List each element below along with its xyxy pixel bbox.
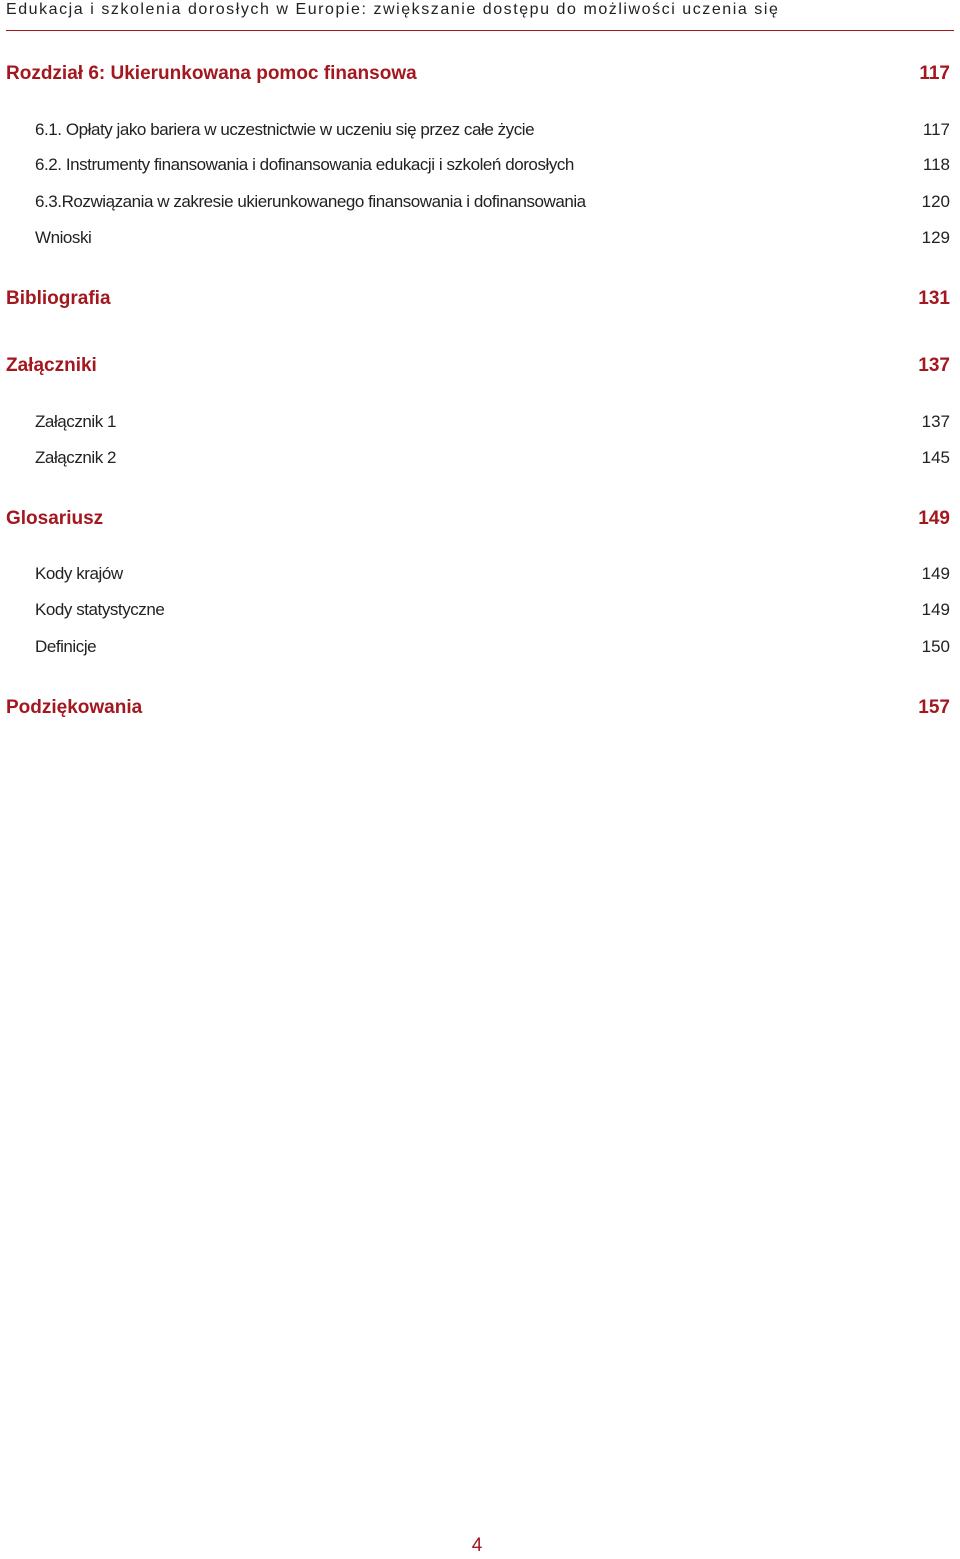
toc-entry-title: Kody statystyczne [35,600,165,619]
toc-entry-zalacznik-2[interactable] [6,446,950,470]
toc-entry-title: Kody krajów [35,564,123,583]
toc-chapter-glosariusz[interactable] [6,507,950,531]
toc-entry-title: Wnioski [35,228,92,247]
toc-entry-6-3[interactable] [6,190,950,214]
toc-chapter-title: Podziękowania [6,697,143,718]
toc-entry-number: 6.3. [35,192,62,211]
toc-page-number: 157 [918,697,950,718]
toc-chapter-6[interactable] [6,62,950,86]
toc-entry-zalacznik-1[interactable] [6,410,950,434]
toc-entry-number: 6.1. [35,120,62,139]
toc-entry-label [35,120,534,140]
toc-page-number: 149 [921,600,950,619]
toc-entry-wnioski[interactable] [6,226,950,250]
toc-entry-kody-krajow[interactable] [6,562,950,586]
toc-entry-kody-statystyczne[interactable] [6,598,950,622]
toc-page-number: 137 [918,355,950,376]
toc-chapter-title: Bibliografia [6,288,111,309]
toc-entry-label [35,155,574,175]
footer-page-number: 4 [471,1535,483,1556]
toc-entry-definicje[interactable] [6,635,950,659]
toc-page-number: 137 [921,412,950,431]
toc-page-number: 131 [918,288,950,309]
toc-page-number: 117 [922,120,950,139]
toc-page-number: 145 [921,448,950,467]
toc-entry-number: 6.2. [35,155,62,174]
toc-chapter-title: Rozdział 6: Ukierunkowana pomoc finansowa [6,63,417,84]
toc-page-number: 120 [921,192,950,211]
toc-page-number: 150 [921,637,950,656]
toc-entry-title: Definicje [35,637,97,656]
toc-chapter-zalaczniki[interactable] [6,354,950,378]
toc-entry-title: Załącznik 1 [35,412,117,431]
toc-chapter-title: Załączniki [6,355,97,376]
toc-entry-title: Opłaty jako bariera w uczestnictwie w uczeniu się przez całe życie [65,120,535,139]
toc-chapter-bibliografia[interactable] [6,287,950,311]
toc-page-number: 149 [921,564,950,583]
toc-page-number: 129 [921,228,950,247]
toc-entry-title: Instrumenty finansowania i dofinansowania edukacji i szkoleń dorosłych [65,155,574,174]
toc-page-number: 149 [918,508,950,529]
toc-entry-title: Rozwiązania w zakresie ukierunkowanego finansowania i dofinansowania [61,192,586,211]
toc-chapter-title: Glosariusz [6,508,104,529]
toc-page-number: 118 [922,155,950,174]
running-header-title: Edukacja i szkolenia dorosłych w Europie: zwiększanie dostępu do możliwości uczenia się [6,1,780,18]
toc-entry-label [35,192,586,212]
toc-page-number: 117 [919,63,950,84]
toc-chapter-podziekowania[interactable] [6,696,950,720]
running-header [6,0,954,31]
toc-entry-6-1[interactable] [6,118,950,142]
toc-entry-6-2[interactable] [6,153,950,177]
toc-entry-title: Załącznik 2 [35,448,117,467]
